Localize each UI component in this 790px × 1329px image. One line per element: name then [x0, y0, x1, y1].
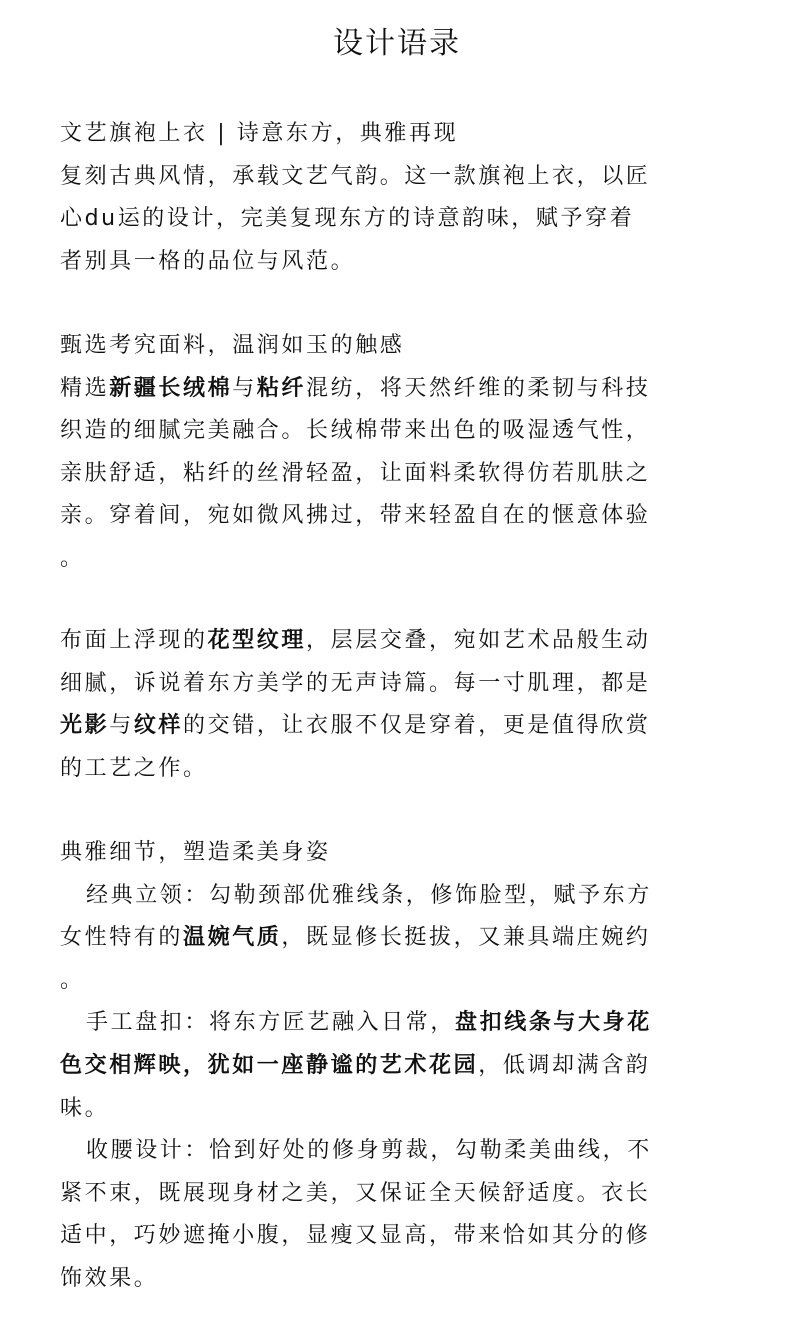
text-span: 女性特有的	[60, 925, 184, 951]
body-line: 细腻，诉说着东方美学的无声诗篇。每一寸肌理，都是	[60, 670, 651, 696]
text-span: 手工盘扣：将东方匠艺融入日常，	[86, 1010, 456, 1036]
body-line: 织造的细腻完美融合。长绒棉带来出色的吸湿透气性，	[60, 418, 651, 444]
text-span: 的交错，让衣服不仅是穿着，更是值得欣赏	[183, 713, 651, 739]
body-line	[60, 620, 740, 663]
body-line: 经典立领：勾勒颈部优雅线条，修饰脸型，赋予东方	[86, 882, 652, 908]
section-heading: 文艺旗袍上衣 | 诗意东方，典雅再现	[60, 121, 459, 146]
body-line: 。	[60, 545, 85, 571]
page-title: 设计语录	[333, 26, 461, 61]
body-line: 的工艺之作。	[60, 755, 208, 781]
body-line	[60, 368, 740, 411]
text-span: 与	[109, 713, 134, 739]
highlight-text: 新疆长绒棉	[109, 375, 233, 401]
highlight-text: 花型纹理	[207, 628, 307, 653]
body-line: 心du运的设计，完美复现东方的诗意韵味，赋予穿着	[60, 206, 635, 232]
body-line: 。	[60, 967, 85, 993]
highlight-text: 光影	[60, 713, 110, 739]
body-line	[60, 917, 740, 960]
section-heading: 甄选考究面料，温润如玉的触感	[60, 333, 405, 358]
text-span: 布面上浮现的	[60, 628, 208, 653]
highlight-text: 纹样	[133, 713, 184, 739]
body-line: 饰效果。	[60, 1265, 159, 1291]
section-heading: 典雅细节，塑造柔美身姿	[60, 840, 331, 865]
body-line: 适中，巧妙遮掩小腹，显瘦又显高，带来恰如其分的修	[60, 1223, 651, 1249]
highlight-text: 温婉气质	[183, 925, 282, 951]
highlight-text: 盘扣线条与大身花	[455, 1010, 652, 1036]
section-qipao-top	[60, 113, 740, 283]
body-line: 收腰设计：恰到好处的修身剪裁，勾勒柔美曲线，不	[86, 1138, 652, 1164]
highlight-text: 色交相辉映，犹如一座静谧的艺术花园	[60, 1052, 479, 1078]
body-line	[60, 1002, 740, 1045]
body-line: 亲。穿着间，宛如微风拂过，带来轻盈自在的惬意体验	[60, 503, 651, 529]
body-line: 复刻古典风情，承载文艺气韵。这一款旗袍上衣，以匠	[60, 163, 651, 189]
text-span: 与	[232, 375, 257, 401]
section-fabric	[60, 325, 740, 581]
text-span: 混纺，将天然纤维的柔韧与科技	[306, 375, 651, 401]
body-line: 者别具一格的品位与风范。	[60, 248, 356, 274]
body-line: 紧不束，既展现身材之美，又保证全天候舒适度。衣长	[60, 1180, 651, 1206]
text-span: ，低调却满含韵	[478, 1052, 651, 1078]
text-span: ，层层交叠，宛如艺术品般生动	[306, 628, 651, 653]
body-line: 味。	[60, 1095, 110, 1121]
body-line	[60, 1045, 740, 1088]
section-details	[60, 832, 740, 1301]
body-line: 亲肤舒适，粘纤的丝滑轻盈，让面料柔软得仿若肌肤之	[60, 460, 651, 486]
highlight-text: 粘纤	[256, 375, 307, 401]
body-line	[60, 705, 740, 748]
text-span: 精选	[60, 375, 110, 401]
text-span: ，既显修长挺拔，又兼具端庄婉约	[281, 925, 651, 951]
section-texture	[60, 620, 740, 790]
